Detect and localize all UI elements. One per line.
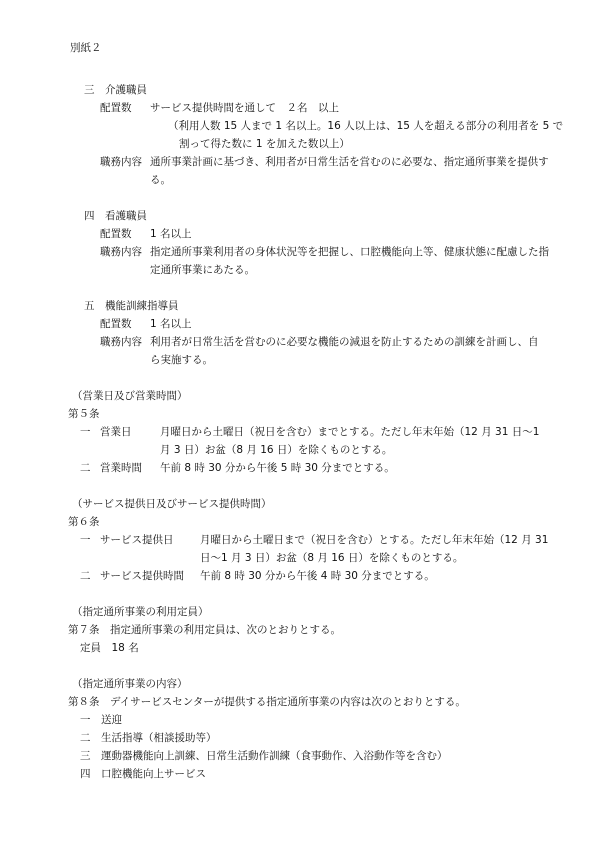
field-value: ら実施する。 [150, 354, 213, 366]
field-label: 配置数 [100, 102, 132, 114]
item-label: サービス提供時間 [100, 570, 184, 582]
item-text: 月曜日から土曜日まで（祝日を含む）とする。ただし年末年始（12 月 31 [200, 534, 549, 546]
item-text: 午前 8 時 30 分から午後 4 時 30 分までとする。 [200, 570, 435, 582]
article-caption: （営業日及び営業時間） [72, 390, 188, 402]
list-item: 一 送迎 [80, 714, 122, 726]
field-value: 1 名以上 [150, 318, 192, 330]
field-value: る。 [150, 174, 171, 186]
field-label: 職務内容 [100, 156, 142, 168]
field-label: 職務内容 [100, 336, 142, 348]
field-value: 通所事業計画に基づき、利用者が日常生活を営むのに必要な、指定通所事業を提供す [150, 156, 549, 168]
list-item: 三 運動器機能向上訓練、日常生活動作訓練（食事動作、入浴動作等を含む） [80, 750, 448, 762]
note-line: 割って得た数に 1 を加えた数以上） [179, 138, 350, 150]
section-title: 三 介護職員 [84, 84, 147, 96]
article-text: 第７条 指定通所事業の利用定員は、次のとおりとする。 [68, 624, 341, 636]
item-label: サービス提供日 [100, 534, 174, 546]
article-title: 第６条 [68, 516, 100, 528]
item-text: 午前 8 時 30 分から午後 5 時 30 分までとする。 [160, 462, 395, 474]
field-label: 職務内容 [100, 246, 142, 258]
field-value: 利用者が日常生活を営むのに必要な機能の減退を防止するための訓練を計画し、自 [150, 336, 539, 348]
list-item: 二 生活指導（相談援助等） [80, 732, 217, 744]
field-value: 定通所事業にあたる。 [150, 264, 255, 276]
article-caption: （サービス提供日及びサービス提供時間） [72, 498, 272, 510]
article-text: 第８条 デイサービスセンターが提供する指定通所事業の内容は次のとおりとする。 [68, 696, 466, 708]
article-title: 第５条 [68, 408, 100, 420]
field-label: 配置数 [100, 318, 132, 330]
field-value: サービス提供時間を通して ２名 以上 [150, 102, 339, 114]
article-caption: （指定通所事業の利用定員） [72, 606, 209, 618]
list-item: 四 口腔機能向上サービス [80, 768, 206, 780]
field-value: 指定通所事業利用者の身体状況等を把握し、口腔機能向上等、健康状態に配慮した指 [150, 246, 549, 258]
item-label: 営業時間 [100, 462, 142, 474]
item-number: 一 [80, 534, 91, 546]
section-title: 五 機能訓練指導員 [84, 300, 179, 312]
item-text: 月曜日から土曜日（祝日を含む）までとする。ただし年末年始（12 月 31 日～1 [160, 426, 540, 438]
section-title: 四 看護職員 [84, 210, 147, 222]
item-number: 一 [80, 426, 91, 438]
item-number: 二 [80, 462, 91, 474]
item-label: 営業日 [100, 426, 132, 438]
item-text: 月 3 日）お盆（8 月 16 日）を除くものとする。 [160, 444, 393, 456]
attachment-header: 別紙２ [70, 42, 102, 54]
note-line: （利用人数 15 人まで 1 名以上。16 人以上は、15 人を超える部分の利用者を 5 で [168, 120, 564, 132]
capacity-text: 定員 18 名 [80, 642, 139, 654]
article-caption: （指定通所事業の内容） [72, 678, 188, 690]
item-text: 日～1 月 3 日）お盆（8 月 16 日）を除くものとする。 [200, 552, 464, 564]
item-number: 二 [80, 570, 91, 582]
field-value: 1 名以上 [150, 228, 192, 240]
field-label: 配置数 [100, 228, 132, 240]
